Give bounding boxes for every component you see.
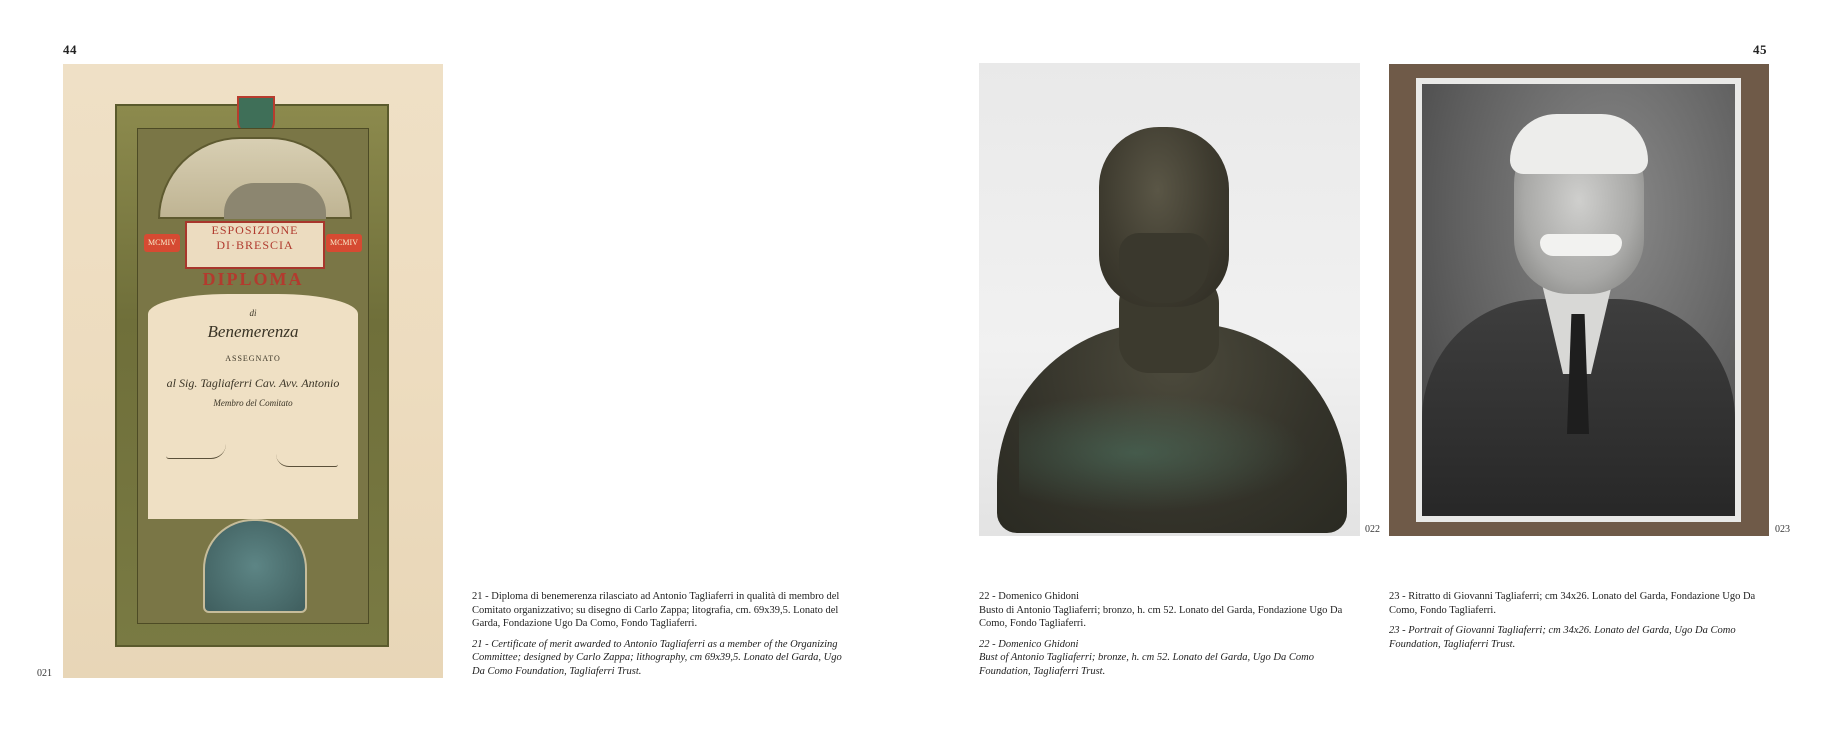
diploma-title-line1: ESPOSIZIONE — [211, 223, 299, 237]
figure-number-022: 022 — [1365, 524, 1380, 535]
diploma-di: di — [249, 308, 257, 318]
caption-23 — [1389, 590, 1759, 658]
caption-22 — [979, 590, 1349, 685]
diploma-title-line2: DI·BRESCIA — [216, 238, 294, 252]
caption-22-english-author: 22 - Domenico Ghidoni — [979, 638, 1079, 650]
figure-number-021: 021 — [37, 668, 52, 679]
bust-image — [979, 63, 1360, 536]
diploma-year-left: MCMIV — [144, 234, 180, 252]
portrait-mustache — [1540, 234, 1622, 256]
diploma-benemerenza: Benemerenza — [207, 322, 299, 341]
diploma-paper-lower — [148, 489, 358, 519]
caption-22-english-text: Bust of Antonio Tagliaferri; bronze, h. cm 52. Lonato del Garda, Ugo Da Como Foundation, Tagliaferri Trust. — [979, 652, 1314, 677]
diploma-word: DIPLOMA — [202, 269, 304, 289]
caption-22-italian-text: Busto di Antonio Tagliaferri; bronzo, h. cm 52. Lonato del Garda, Fondazione Ugo Da Como, Fondo Tagliaferri. — [979, 604, 1343, 629]
caption-21 — [472, 590, 854, 685]
portrait-photo — [1422, 84, 1735, 516]
building-icon — [224, 183, 326, 219]
portrait-hair — [1510, 114, 1648, 174]
bust-beard — [1119, 233, 1209, 303]
caption-21-english: 21 - Certificate of merit awarded to Antonio Tagliaferri as a member of the Organizing Committee; designed by Carlo Zappa; lithography, cm 69x39,5. Lonato del Garda, Ugo Da Como Foundation, Tagliaferri Trust. — [472, 638, 842, 677]
diploma-inner — [137, 128, 369, 624]
diploma-arch — [158, 137, 352, 219]
portrait-mat — [1416, 78, 1741, 522]
diploma-image — [63, 64, 443, 678]
diploma-assegnato: ASSEGNATO — [225, 354, 281, 363]
caption-22-english — [979, 638, 1349, 679]
figure-number-023: 023 — [1775, 524, 1790, 535]
diploma-year-right: MCMIV — [326, 234, 362, 252]
signature-left — [166, 444, 226, 459]
caption-23-italian: 23 - Ritratto di Giovanni Tagliaferri; cm 34x26. Lonato del Garda, Fondazione Ugo Da Como, Fondo Tagliaferri. — [1389, 591, 1756, 616]
diploma-recipient: al Sig. Tagliaferri Cav. Avv. Antonio — [166, 376, 340, 390]
page-number-left: 44 — [63, 42, 77, 57]
diploma-paper — [148, 294, 358, 494]
diploma-frame — [115, 104, 389, 647]
diploma-title-plaque — [185, 221, 325, 269]
portrait-image — [1389, 64, 1769, 536]
caption-23-english: 23 - Portrait of Giovanni Tagliaferri; cm 34x26. Lonato del Garda, Ugo Da Como Foundation, Tagliaferri Trust. — [1389, 625, 1736, 650]
seal-icon — [203, 519, 307, 613]
page-number-right: 45 — [1753, 42, 1767, 57]
signature-right — [276, 454, 338, 467]
caption-21-italian: 21 - Diploma di benemerenza rilasciato ad Antonio Tagliaferri in qualità di membro del Comitato organizzativo; su disegno di Carlo Zappa; litografia, cm. 69x39,5. Lonato del Garda, Fondazione Ugo Da Como, Fondo Tagliaferri. — [472, 591, 840, 629]
diploma-role: Membro del Comitato — [213, 398, 293, 408]
bust-patina — [1019, 393, 1309, 513]
caption-22-italian — [979, 590, 1349, 631]
caption-22-italian-author: 22 - Domenico Ghidoni — [979, 591, 1080, 602]
